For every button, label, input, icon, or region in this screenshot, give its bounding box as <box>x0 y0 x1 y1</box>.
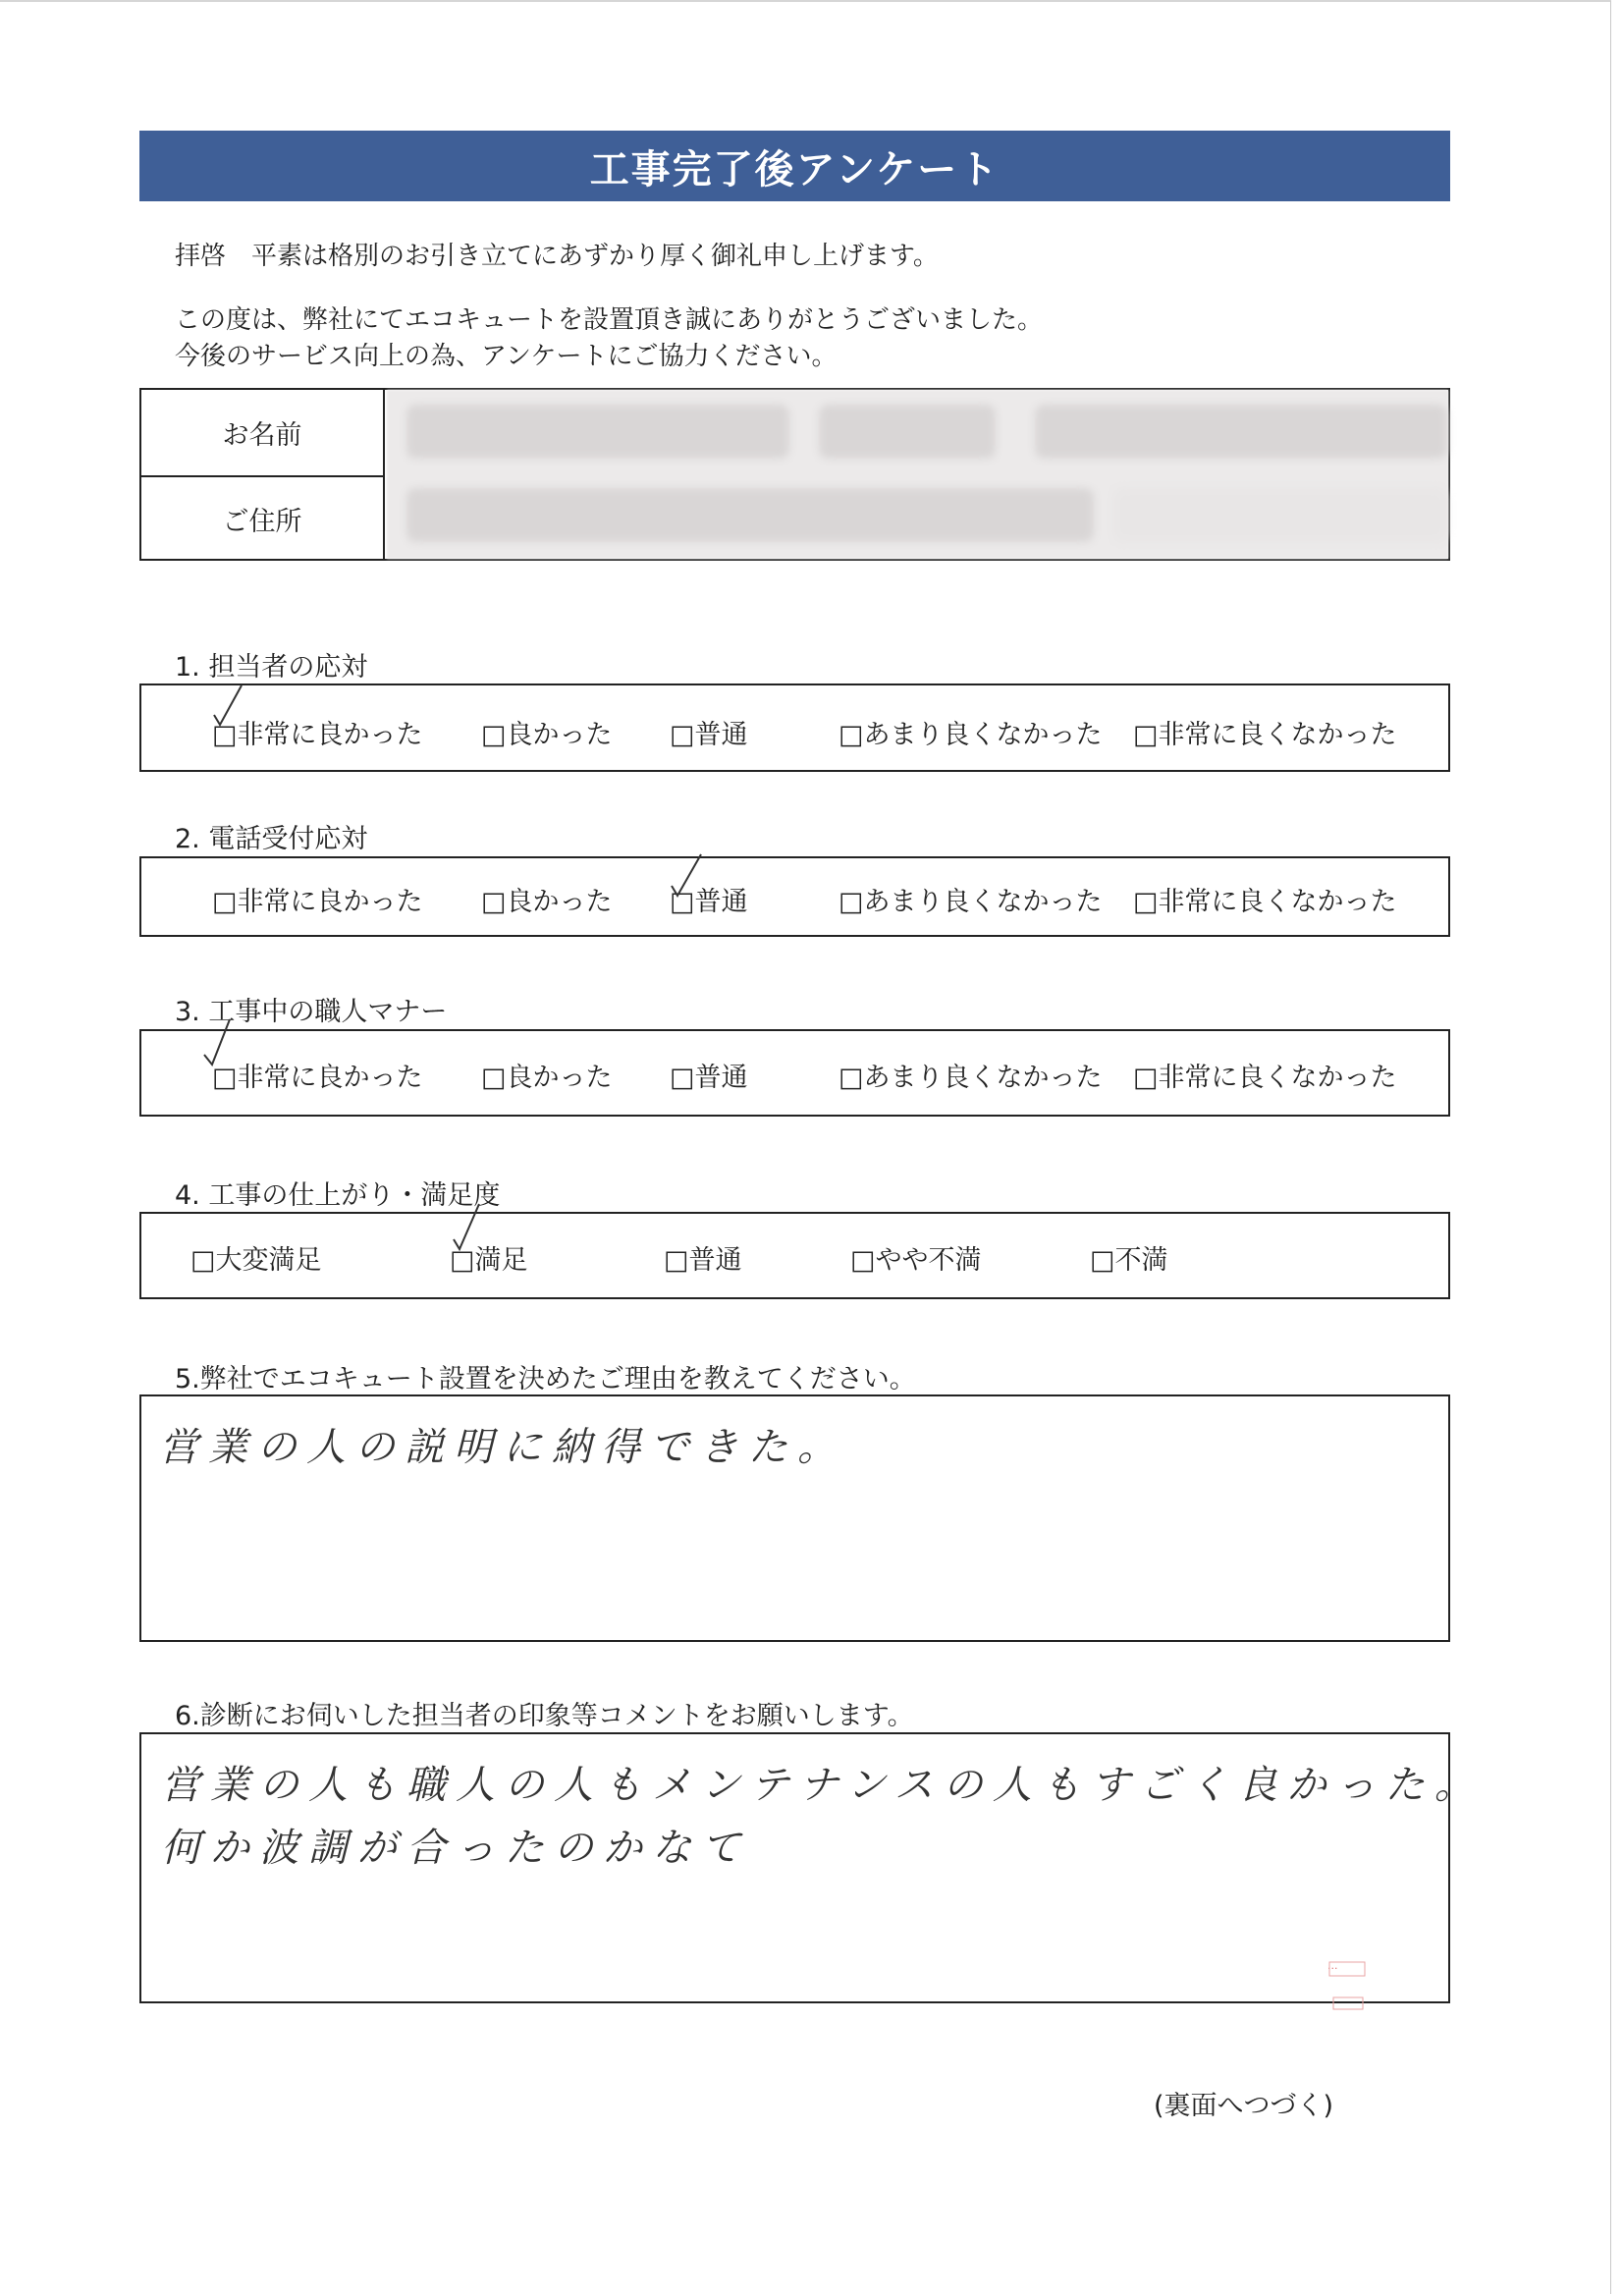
q3-option-not-good[interactable]: □あまり良くなかった <box>839 1063 1103 1093</box>
survey-title: 工事完了後アンケート <box>139 131 1450 201</box>
q3-option-average[interactable]: □普通 <box>670 1063 748 1093</box>
address-label: ご住所 <box>141 477 385 561</box>
q3-title: 3. 工事中の職人マナー <box>175 997 448 1027</box>
q5-handwritten-answer: 営業の人の説明に納得できた。 <box>159 1425 846 1470</box>
q2-check-mark-icon <box>666 850 705 900</box>
q5-answer-box[interactable] <box>139 1394 1450 1642</box>
q2-option-average[interactable]: □普通 <box>670 887 748 917</box>
q1-options-box <box>139 683 1450 772</box>
q1-check-mark-icon <box>208 682 247 731</box>
name-label: お名前 <box>141 390 385 475</box>
q4-title: 4. 工事の仕上がり・満足度 <box>175 1180 501 1211</box>
q2-option-very-good[interactable]: □非常に良かった <box>212 887 423 917</box>
q4-options-box <box>139 1212 1450 1299</box>
q6-handwritten-answer-line-1: 営業の人も職人の人もメンテナンスの人もすごく良かった。 <box>161 1763 1484 1808</box>
q6-answer-box[interactable] <box>139 1732 1484 2003</box>
q4-option-average[interactable]: □普通 <box>664 1245 742 1276</box>
q6-handwritten-answer-line-2: 何か波調が合ったのかなて <box>161 1826 750 1871</box>
q6-title: 6.診断にお伺いした担当者の印象等コメントをお願いします。 <box>175 1701 914 1731</box>
q2-option-good[interactable]: □良かった <box>481 887 613 917</box>
q1-option-not-good[interactable]: □あまり良くなかった <box>839 720 1103 750</box>
q4-check-mark-icon <box>448 1202 487 1251</box>
q1-option-average[interactable]: □普通 <box>670 720 748 750</box>
q2-option-very-bad[interactable]: □非常に良くなかった <box>1133 887 1397 917</box>
q3-options-box <box>139 1029 1450 1117</box>
q4-option-very-satisfied[interactable]: □大変満足 <box>190 1245 322 1276</box>
customer-info-table <box>139 388 1450 561</box>
svg-text:···: ··· <box>1327 1962 1338 1975</box>
q2-option-not-good[interactable]: □あまり良くなかった <box>839 887 1103 917</box>
q3-check-mark-icon <box>200 1017 240 1066</box>
q4-option-slightly-dissatisfied[interactable]: □やや不満 <box>850 1245 982 1276</box>
q3-option-very-good[interactable]: □非常に良かった <box>212 1063 423 1093</box>
intro-line-2: 今後のサービス向上の為、アンケートにご協力ください。 <box>175 342 838 371</box>
red-stamp-icon <box>1325 1954 1369 2023</box>
q3-option-good[interactable]: □良かった <box>481 1063 613 1093</box>
intro-line-1: この度は、弊社にてエコキュートを設置頂き誠にありがとうございました。 <box>175 305 1044 335</box>
q4-option-satisfied[interactable]: □満足 <box>450 1245 528 1276</box>
q4-option-dissatisfied[interactable]: □不満 <box>1090 1245 1168 1276</box>
q5-title: 5.弊社でエコキュート設置を決めたご理由を教えてください。 <box>175 1364 916 1394</box>
q1-title: 1. 担当者の応対 <box>175 652 368 683</box>
greeting-text: 拝啓 平素は格別のお引き立てにあずかり厚く御礼申し上げます。 <box>175 242 939 271</box>
q1-option-very-good[interactable]: □非常に良かった <box>212 720 423 750</box>
continue-on-back-note: (裏面へつづく) <box>1154 2091 1334 2121</box>
q2-options-box <box>139 856 1450 937</box>
redacted-personal-info <box>387 390 1448 559</box>
q2-title: 2. 電話受付応対 <box>175 824 368 854</box>
q1-option-very-bad[interactable]: □非常に良くなかった <box>1133 720 1397 750</box>
q1-option-good[interactable]: □良かった <box>481 720 613 750</box>
q3-option-very-bad[interactable]: □非常に良くなかった <box>1133 1063 1397 1093</box>
